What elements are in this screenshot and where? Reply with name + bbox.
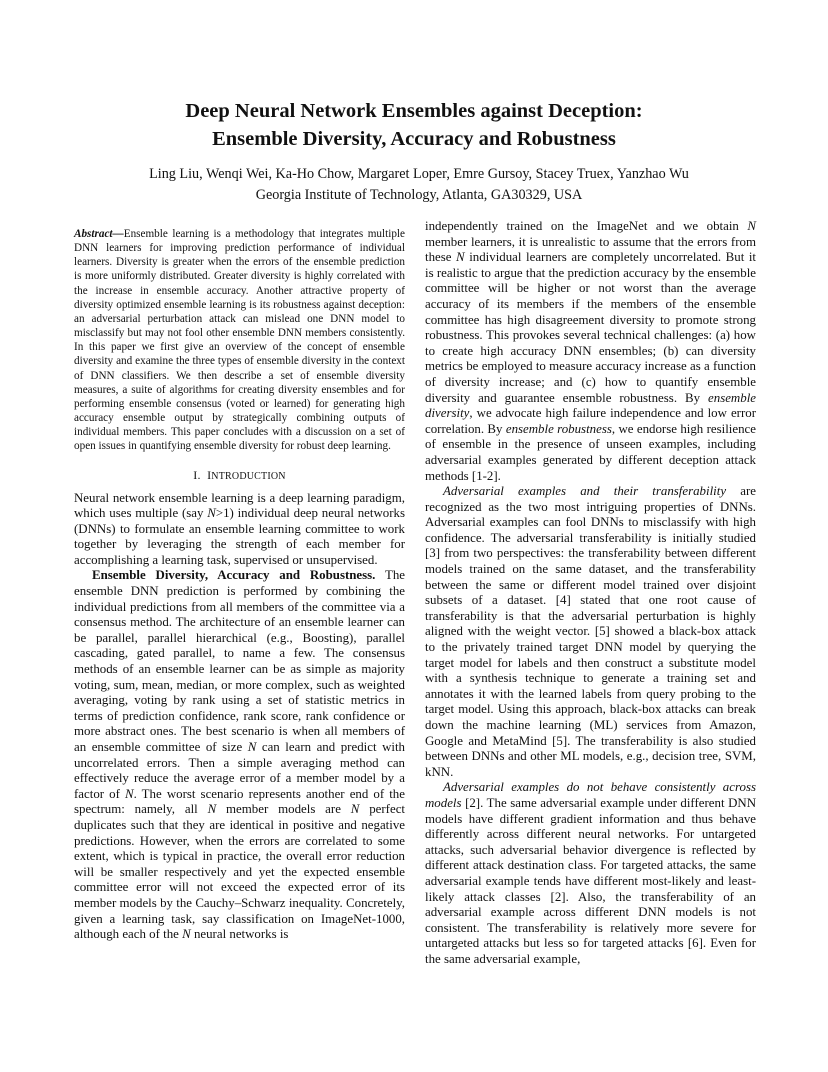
math-symbol: N [207, 506, 216, 521]
intro-paragraph-1 [74, 491, 405, 569]
math-symbol: N [456, 250, 465, 265]
text-run: The ensemble DNN prediction is performed by combining the individual predictions from all members of the committee via a consensus method. The architecture of an ensemble learner can be parallel, parallel hierarchical (e.g., Boosting), parallel cascading, gated parallel, to name a few. The consensus methods of an ensemble learner can be as simple as majority voting, sum, mean, median, or more complex, such as weighted averaging, voting by rank using a set of statistic metrics in terms of prediction confidence, rank score, rank confidence or more abstract ones. The best scenario is when all members of an ensemble committee of size [74, 568, 406, 754]
abstract-text: Ensemble learning is a methodology that integrates multiple DNN learners for improving prediction performance of individual learners. Diversity is greater when the errors of the ensemble prediction is more uniformly distributed. Greater diversity is highly correlated with the increase in ensemble accuracy. Another attractive property of diversity optimized ensemble learning is its robustness against deception: an adversarial perturbation attack can mislead one DNN model to misclassify but may not fool other ensemble DNN members consistently. In this paper we first give an overview of the concept of ensemble diversity and examine the three types of ensemble diversity in the context of DNN classifiers. We then describe a set of ensemble diversity measures, a suite of algorithms for creating diversity ensembles and for performing ensemble consensus (voted or learned) for generating high accuracy ensemble output by strategically combining outputs of individual members. This paper concludes with a discussion on a set of open issues in quantifying ensemble diversity for robust deep learning. [74, 228, 405, 453]
author-block [0, 164, 828, 206]
author-list: Ling Liu, Wenqi Wei, Ka-Ho Chow, Margaret Loper, Emre Gursoy, Stacey Truex, Yanzhao Wu [149, 166, 689, 182]
math-symbol: N [350, 802, 360, 817]
text-run: independently trained on the ImageNet and we obtain [425, 219, 748, 233]
run-in-emphasis: Adversarial examples and their transferability [443, 484, 727, 499]
text-run: >1) individual deep neural networks (DNNs) to formulate an ensemble learning committee to work together by leveraging the strength of each member for accomplishing a learning task, supervised or unsupervised. [74, 506, 405, 567]
right-paragraph-2 [425, 484, 756, 780]
text-run: Neural network ensemble learning is a deep learning paradigm, which uses multiple (say [74, 490, 405, 521]
title-line-2: Ensemble Diversity, Accuracy and Robustness [212, 128, 616, 150]
run-in-emphasis: Adversarial examples do not behave consistently across models [425, 780, 756, 810]
text-run: , we endorse high resilience of ensemble in the presence of unseen examples, including adversarial examples generated by different deception attack methods [1-2]. [425, 421, 756, 483]
right-paragraph-3 [425, 780, 756, 967]
title-line-1: Deep Neural Network Ensembles against Deception: [185, 100, 643, 122]
abstract [74, 227, 405, 454]
intro-paragraph-2 [74, 568, 405, 942]
abstract-label: Abstract [74, 228, 113, 240]
text-run: perfect duplicates such that they are identical in positive and negative predictions. However, when the errors are correlated to some extent, which is typical in practice, the overall error reduction will be smaller respectively and yet the expected ensemble committee error will not exceed the expected error of its member models by the Cauchy–Schwarz inequality. Concretely, given a learning task, say classification on ImageNet-1000, although each of the [74, 802, 405, 942]
abstract-dash: — [112, 228, 124, 240]
right-paragraph-1 [425, 219, 756, 484]
text-run: neural networks is [190, 927, 289, 942]
section-first-letter: I [207, 467, 212, 482]
text-run: individual learners are completely uncorrelated. But it is realistic to argue that the prediction accuracy by the ensemble committee will be higher or not worst than the average accuracy of its members if the members of the ensemble committee has high disagreement diversity to promote strong robustness. This provokes several technical challenges: (a) how to create high accuracy DNN ensembles; (b) can diversity metrics be employed to measure accuracy increase as a function of diversity increase; and (c) how to quantify ensemble diversity and guarantee ensemble robustness. By [425, 250, 756, 405]
text-run: [2]. The same adversarial example under different DNN models have different gradient information and thus behave differently across different neural networks. For untargeted attacks, such adversarial behavior divergence is reflected by different attack destination class. For targeted attacks, the same adversarial example tends have different most-likely and least-likely attack classes [2]. Also, the transferability of an adversarial example across different DNN models is not consistent. The transferability is relatively more severe for untargeted attacks but less so for targeted attacks [6]. Even for the same adversarial example, [425, 795, 756, 966]
math-symbol: N [182, 927, 191, 942]
section-title-rest: NTRODUCTION [211, 470, 286, 482]
math-symbol: N [207, 802, 217, 817]
section-heading-introduction [74, 467, 405, 485]
text-run: , we advocate high failure independence and low error correlation. By [425, 406, 756, 436]
text-run: are recognized as the two most intriguing properties of DNNs. Adversarial examples can fool DNNs to misclassify with high confidence. The adversarial transferability is initially studied [3] from two perspectives: the transferability between different models trained on the same dataset, and the transferability between the same or different model trained over disjoint subsets of a dataset. [4] stated that one root cause of transferability is that the adversarial perturbation is highly aligned with the weight vector. [5] showed a black-box attack to the privately trained target DNN model by querying the target model for labels and then construct a substitute model with a synthesis technique to generate a training set and annotates it with the learned labels from query probing to the target model. Using this approach, black-box attacks can break down the machine learning (ML) services from Amazon, Google and MetaMind [5]. The transferability is also studied between DNNs and other ML models, e.g., decision tree, SVM, kNN. [425, 484, 756, 779]
paper-title [0, 97, 828, 153]
emphasis: ensemble robustness [505, 421, 612, 436]
math-symbol: N [747, 219, 756, 233]
affiliation: Georgia Institute of Technology, Atlanta, GA30329, USA [255, 187, 583, 203]
text-run: member models are [216, 802, 351, 817]
text-run: can learn and predict with uncorrelated errors. Then a simple averaging method can effectively reduce the average error of a member model by a factor of [74, 740, 405, 801]
left-column [74, 219, 405, 943]
math-symbol: N [124, 786, 134, 801]
right-column [425, 219, 756, 968]
math-symbol: N [247, 740, 257, 754]
text-run: member learners, it is unrealistic to assume that the errors from these [425, 234, 756, 265]
section-number: I. [193, 467, 201, 482]
text-run: . The worst scenario represents another end of the spectrum: namely, all [74, 786, 405, 817]
run-in-heading: Ensemble Diversity, Accuracy and Robustness. [92, 568, 376, 583]
emphasis: ensemble diversity [425, 390, 756, 421]
